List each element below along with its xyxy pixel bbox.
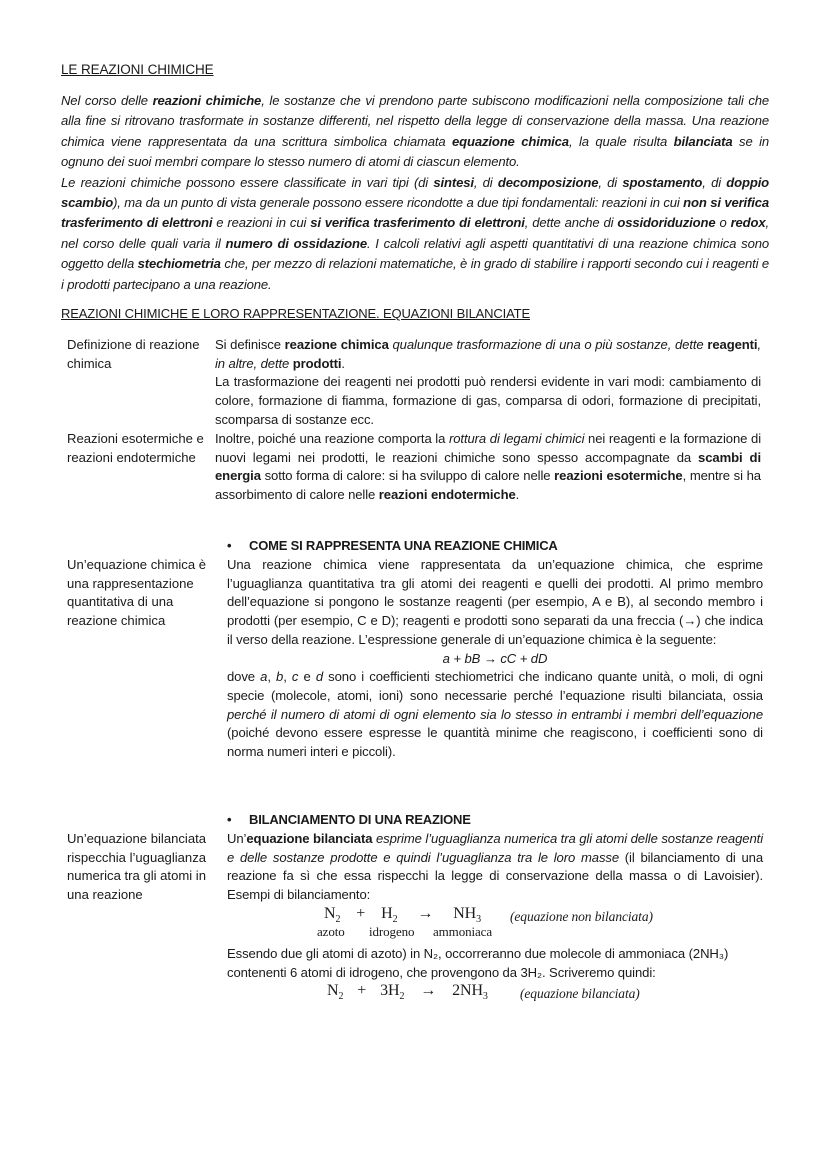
- balanced-note: (equazione bilanciata): [520, 986, 640, 1002]
- representation-body: [227, 556, 763, 762]
- representation-heading-text: COME SI RAPPRESENTA UNA REAZIONE CHIMICA: [249, 538, 558, 553]
- balancing-heading: [227, 811, 763, 830]
- margin-note-representation: Un’equazione chimica è una rappresentazione quantitativa di una reazione chimica: [67, 557, 207, 629]
- page-title: LE REAZIONI CHIMICHE: [61, 62, 214, 77]
- definition-paragraph: Si definisce reazione chimica qualunque trasformazione di una o più sostanze, dette reagenti, in altre, dette prodotti.: [215, 337, 762, 371]
- unbalanced-note: (equazione non bilanciata): [510, 908, 653, 924]
- margin-note-definition: Definizione di reazione chimica: [67, 337, 200, 371]
- representation-heading: [227, 537, 763, 556]
- intro-text: [61, 91, 769, 295]
- arrow-icon: →: [417, 904, 434, 922]
- representation-paragraph: Una reazione chimica viene rappresentata da un’equazione chimica, che esprime l’uguaglianza quantitativa tra gli atomi dei reagenti e quelli dei prodotti. Al primo membro dell’equazione si pongono le sostanze reagenti (per esempio, A e B), al secondo membro i prodotti (per esempio, C e D); reagenti e prodotti sono separati da una freccia (→) che indica il verso della reazione. L’espressione generale di un’equazione chimica è la seguente:: [227, 557, 763, 647]
- coefficients-paragraph: dove a, b, c e d sono i coefficienti stechiometrici che indicano quante unità, o moli, di ogni specie (molecole, atomi, ioni) sono necessarie perché l’equazione risulti bilanciata, ossia perché il numero di atomi di ogni elemento sia lo stesso in entrambi i membri dell’equazione (poiché devono essere espresse le quantità minime che reagiscono, i coefficienti sono di norma numeri interi e piccoli).: [227, 669, 763, 760]
- balancing-paragraph: Un’equazione bilanciata esprime l’uguaglianza numerica tra gli atomi delle sostanze reagenti e delle sostanze prodotte e quindi l’uguaglianza tra le loro masse (il bilanciamento di una reazione fa sì che essa rispecchi la legge di conservazione della massa o di Lavoisier). Esempi di bilanciamento:: [227, 831, 764, 903]
- explanation-paragraph: Essendo due gli atomi di azoto) in N₂, occorreranno due molecole di ammoniaca (2NH₃) contenenti 6 atomi di idrogeno, che provengono da 3H₂. Scriveremo quindi:: [227, 945, 729, 980]
- exo-endo-paragraph: Inoltre, poiché una reazione comporta la rottura di legami chimici nei reagenti e la formazione di nuovi legami nei prodotti, le reazioni chimiche sono spesso accompagnate da scambi di energia sotto forma di calore: si ha sviluppo di calore nelle reazioni esotermiche, mentre si ha assorbimento di calore nelle reazioni endotermiche.: [215, 431, 762, 503]
- bullet-icon: •: [227, 812, 232, 827]
- section-title: REAZIONI CHIMICHE E LORO RAPPRESENTAZIONE. EQUAZIONI BILANCIATE: [61, 306, 530, 321]
- general-equation: a + bB → cC + dD: [442, 650, 548, 666]
- unbalanced-equation: $N_2 + H_2 \to NH_3$ (equazione non bilanciata) azoto idrogeno ammoniaca: [227, 905, 763, 945]
- exo-endo-body: [215, 430, 761, 505]
- intro-paragraph-1: Nel corso delle reazioni chimiche, le sostanze che vi prendono parte subiscono modificazioni nella composizione tali che alla fine si ritrovano trasformate in sostanze differenti, nel rispetto della legge di conservazione della massa. Una reazione chimica viene rappresentata da una scrittura simbolica chiamata equazione chimica, la quale risulta bilanciata se in ognuno dei suoi membri compare lo stesso numero di atomi di ciascun elemento.: [61, 93, 770, 170]
- intro-paragraph-2: Le reazioni chimiche possono essere classificate in vari tipi (di sintesi, di decomposizione, di spostamento, di doppio scambio), ma da un punto di vista generale possono essere ricondotte a due tipi fondamentali: reazioni in cui non si verifica trasferimento di elettroni e reazioni in cui si verifica trasferimento di elettroni, dette anche di ossidoriduzione o redox, nel corso delle quali varia il numero di ossidazione. I calcoli relativi agli aspetti quantitativi di una reazione chimica sono oggetto della stechiometria che, per mezzo di relazioni matematiche, è in grado di stabilire i rapporti secondo cui i reagenti e i prodotti partecipano a una reazione.: [61, 174, 770, 292]
- definition-evidence-paragraph: La trasformazione dei reagenti nei prodotti può rendersi evidente in vari modi: cambiamento di colore, formazione di fiamma, formazione di gas, comparsa di odori, formazione di precipitati, scomparsa di sostanze ecc.: [215, 374, 761, 427]
- label-ammoniaca: ammoniaca: [433, 923, 493, 939]
- balancing-body: [227, 830, 763, 1006]
- margin-note-balancing: Un’equazione bilanciata rispecchia l’uguaglianza numerica tra gli atomi in una reazione: [67, 831, 207, 903]
- definition-body: [215, 336, 761, 430]
- balanced-equation: $N_2 + 3H_2 \to 2NH_3$ (equazione bilanciata): [327, 982, 640, 1003]
- label-azoto: azoto: [317, 923, 345, 939]
- label-idrogeno: idrogeno: [369, 923, 415, 939]
- balancing-heading-text: BILANCIAMENTO DI UNA REAZIONE: [249, 812, 471, 827]
- arrow-icon: →: [420, 982, 437, 1000]
- bullet-icon: •: [227, 538, 232, 553]
- margin-note-exo-endo: Reazioni esotermiche e reazioni endotermiche: [67, 431, 204, 465]
